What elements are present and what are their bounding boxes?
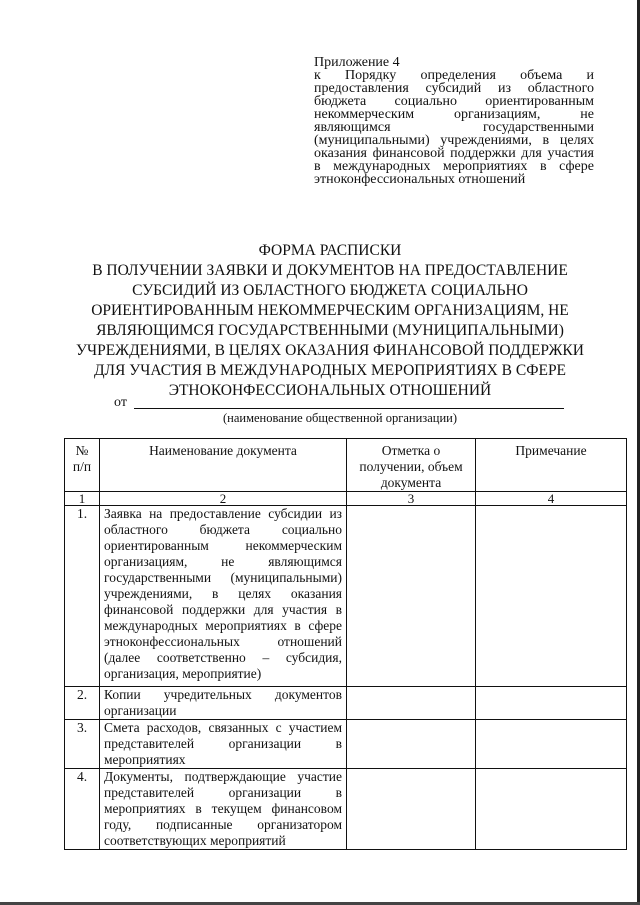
from-field (114, 395, 564, 411)
row-num: 1. (65, 506, 100, 687)
row-note-cell[interactable] (476, 506, 627, 687)
table-row (65, 687, 627, 720)
row-mark-cell[interactable] (347, 506, 476, 687)
row-doc-name: Копии учредительных документов организации (100, 687, 347, 720)
header-mark: Отметка о получении, объем документа (347, 439, 476, 492)
form-title (70, 241, 590, 401)
header-note: Примечание (476, 439, 627, 492)
appendix-body-last: этноконфессиональных отношений (314, 172, 526, 187)
row-note-cell[interactable] (476, 769, 627, 850)
row-note-cell[interactable] (476, 720, 627, 769)
header-num: № п/п (65, 439, 100, 492)
column-number-row (65, 492, 627, 506)
row-mark-cell[interactable] (347, 769, 476, 850)
row-mark-cell[interactable] (347, 687, 476, 720)
form-title-rest: В ПОЛУЧЕНИИ ЗАЯВКИ И ДОКУМЕНТОВ НА ПРЕДОСТАВЛЕНИЕ СУБСИДИЙ ИЗ ОБЛАСТНОГО БЮДЖЕТА СОЦИАЛЬНО ОРИЕНТИРОВАННЫМ НЕКОММЕРЧЕСКИМ ОРГАНИЗАЦИЯМ, НЕ ЯВЛЯЮЩИМСЯ ГОСУДАРСТВЕННЫМИ (МУНИЦИПАЛЬНЫМИ) УЧРЕЖДЕНИЯМИ, В ЦЕЛЯХ ОКАЗАНИЯ ФИНАНСОВОЙ ПОДДЕРЖКИ ДЛЯ УЧАСТИЯ В МЕЖДУНАРОДНЫХ МЕРОПРИЯТИЯХ В СФЕРЕ ЭТНОКОНФЕССИОНАЛЬНЫХ ОТНОШЕНИЙ (76, 262, 584, 399)
from-label: от (114, 395, 127, 410)
from-blank-line (134, 408, 564, 409)
row-doc-name: Заявка на предоставление субсидии из областного бюджета социально ориентированным некоммерческим организациям, не являющимся государственными (муниципальными) учреждениями, в целях оказания финансовой поддержки для участия в международных мероприятиях в сфере этноконфессиональных отношений (далее соответственно – субсидия, организация, мероприятие) (100, 506, 347, 687)
header-doc-name: Наименование документа (100, 439, 347, 492)
table-row (65, 506, 627, 687)
from-caption: (наименование общественной организации) (222, 411, 458, 425)
appendix-body-text: к Порядку определения объема и предоставления субсидий из областного бюджета социально ориентированным некоммерческим организациям, не являющимся государственными (муниципальными) учреждениями, в целях оказания финансовой поддержки для участия в международных мероприятиях в сфере (314, 68, 594, 174)
row-doc-name: Смета расходов, связанных с участием представителей организации в мероприятиях (100, 720, 347, 769)
row-num: 3. (65, 720, 100, 769)
column-number: 1 (65, 492, 100, 506)
form-title-line1: ФОРМА РАСПИСКИ (258, 242, 402, 259)
column-number: 2 (100, 492, 347, 506)
row-note-cell[interactable] (476, 687, 627, 720)
column-number: 3 (347, 492, 476, 506)
table-row (65, 769, 627, 850)
appendix-body (314, 69, 594, 186)
receipt-table (64, 438, 627, 850)
row-mark-cell[interactable] (347, 720, 476, 769)
column-number: 4 (476, 492, 627, 506)
row-doc-name: Документы, подтверждающие участие представителей организации в мероприятиях в текущем финансовом году, подписанные организатором соответствующих мероприятий (100, 769, 347, 850)
row-num: 4. (65, 769, 100, 850)
appendix-block (314, 56, 594, 186)
table-header-row (65, 439, 627, 492)
appendix-heading: Приложение 4 (314, 55, 400, 70)
table-row (65, 720, 627, 769)
row-num: 2. (65, 687, 100, 720)
